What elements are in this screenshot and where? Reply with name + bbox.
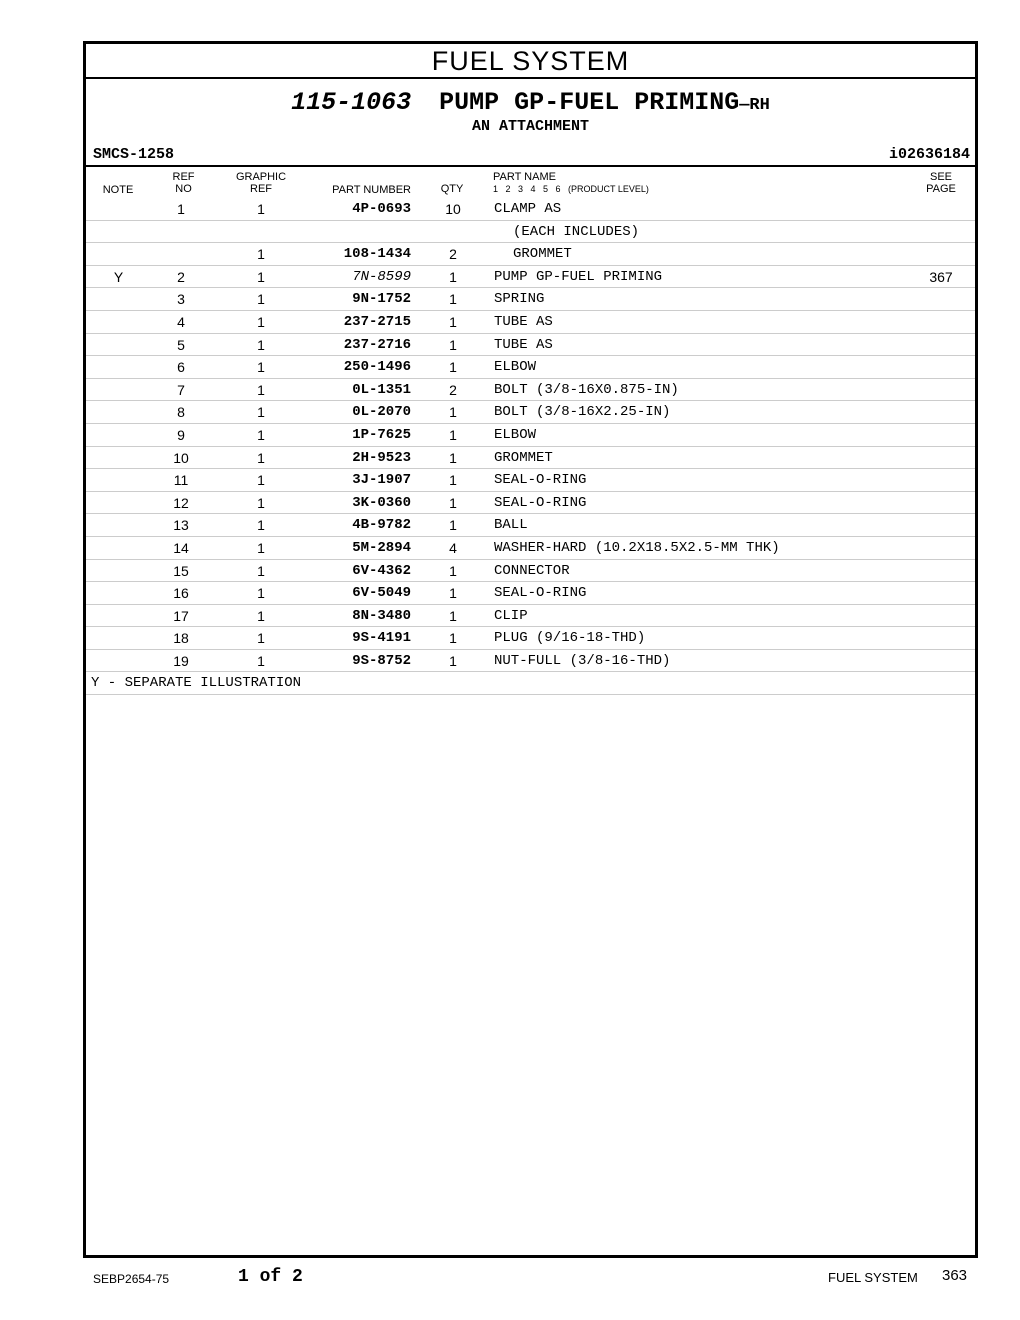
graphic-ref-cell: 1 [257, 449, 265, 466]
ref-no-cell: 2 [177, 268, 185, 285]
graphic-ref-cell: 1 [257, 630, 265, 647]
part-name-cell: NUT-FULL (3/8-16-THD) [494, 652, 671, 669]
ref-no-cell: 16 [173, 585, 189, 602]
part-number-cell: 237-2716 [343, 336, 411, 353]
footnote-row [86, 672, 975, 695]
part-number-cell: 0L-2070 [352, 404, 411, 421]
ref-no-cell: 14 [173, 539, 189, 556]
table-row [86, 243, 975, 266]
ref-no-cell: 17 [173, 607, 189, 624]
qty-cell: 1 [449, 336, 457, 353]
part-name-cell: CLAMP AS [494, 201, 562, 217]
group-name: PUMP GP-FUEL PRIMING [439, 88, 740, 117]
graphic-ref-cell: 1 [257, 517, 265, 534]
part-name-cell: SPRING [494, 291, 545, 308]
table-row [86, 627, 975, 650]
part-number-cell: 4P-0693 [352, 201, 411, 217]
part-number-cell: 8N-3480 [352, 607, 411, 624]
qty-cell: 2 [449, 246, 457, 263]
group-subtitle: AN ATTACHMENT [471, 118, 590, 135]
part-number-cell: 6V-4362 [352, 562, 411, 579]
note-cell: Y [113, 268, 124, 285]
table-row [86, 379, 975, 402]
part-number-cell: 237-2715 [343, 313, 411, 330]
part-number-cell: 3K-0360 [352, 494, 411, 511]
ref-no-cell: 10 [173, 449, 189, 466]
qty-cell: 1 [449, 630, 457, 647]
qty-cell: 1 [449, 652, 457, 669]
part-number-cell: 5M-2894 [352, 539, 411, 556]
graphic-ref-cell: 1 [257, 313, 265, 330]
ref-no-cell: 9 [177, 426, 185, 443]
ref-no-cell: 12 [173, 494, 189, 511]
table-row [86, 401, 975, 424]
table-row [86, 605, 975, 628]
qty-cell: 4 [449, 539, 457, 556]
part-number-cell: 1P-7625 [352, 426, 411, 443]
table-row [86, 198, 975, 221]
ref-no-cell: 8 [177, 404, 185, 421]
part-name-cell: BOLT (3/8-16X2.25-IN) [494, 404, 671, 421]
qty-cell: 10 [445, 201, 461, 217]
qty-cell: 1 [449, 585, 457, 602]
part-name-cell: SEAL-O-RING [494, 494, 587, 511]
part-name-cell: TUBE AS [494, 336, 553, 353]
part-number-cell: 108-1434 [343, 246, 411, 263]
ref-no-cell: 11 [173, 472, 189, 489]
part-name-cell: GROMMET [513, 246, 572, 263]
part-name-cell: SEAL-O-RING [494, 585, 587, 602]
graphic-ref-cell: 1 [257, 268, 265, 285]
part-number-cell: 2H-9523 [352, 449, 411, 466]
qty-cell: 1 [449, 313, 457, 330]
part-name-cell: SEAL-O-RING [494, 472, 587, 489]
col-graphic-bottom: REF [250, 183, 272, 195]
part-number-cell: 250-1496 [343, 359, 411, 376]
ref-no-cell: 5 [177, 336, 185, 353]
part-number-cell: 6V-5049 [352, 585, 411, 602]
ref-no-cell: 13 [173, 517, 189, 534]
footer-page-number: 363 [942, 1267, 968, 1284]
graphic-ref-cell: 1 [257, 201, 265, 217]
graphic-ref-cell: 1 [257, 539, 265, 556]
footer-doc-id: SEBP2654-75 [93, 1272, 170, 1286]
part-name-cell: GROMMET [494, 449, 553, 466]
table-row [86, 650, 975, 673]
table-row [86, 288, 975, 311]
footnote: Y - SEPARATE ILLUSTRATION [91, 675, 302, 692]
part-name-cell: PUMP GP-FUEL PRIMING [494, 268, 663, 285]
graphic-ref-cell: 1 [257, 381, 265, 398]
table-row [86, 266, 975, 289]
table-row [86, 221, 975, 244]
part-name-cell: CLIP [494, 607, 528, 624]
table-row [86, 447, 975, 470]
section-title: FUEL SYSTEM [86, 44, 975, 79]
parts-table [86, 198, 975, 695]
col-see-top: SEE [929, 171, 952, 183]
part-name-cell: PLUG (9/16-18-THD) [494, 630, 646, 647]
graphic-ref-cell: 1 [257, 426, 265, 443]
ref-no-cell: 6 [177, 359, 185, 376]
graphic-ref-cell: 1 [257, 585, 265, 602]
graphic-ref-cell: 1 [257, 359, 265, 376]
qty-cell: 1 [449, 607, 457, 624]
ref-no-cell: 4 [177, 313, 185, 330]
illustration-id: i02636184 [888, 146, 970, 163]
part-name-cell: ELBOW [494, 359, 537, 376]
qty-cell: 1 [449, 517, 457, 534]
table-row [86, 514, 975, 537]
part-number-cell: 9S-4191 [352, 630, 411, 647]
table-row [86, 492, 975, 515]
col-note: NOTE [102, 184, 134, 196]
part-number-cell: 0L-1351 [352, 381, 411, 398]
graphic-ref-cell: 1 [257, 246, 265, 263]
graphic-ref-cell: 1 [257, 404, 265, 421]
col-qty: QTY [440, 183, 464, 195]
qty-cell: 1 [449, 472, 457, 489]
smcs-code: SMCS-1258 [93, 146, 175, 163]
graphic-ref-cell: 1 [257, 607, 265, 624]
part-number-cell: 9S-8752 [352, 652, 411, 669]
qty-cell: 1 [449, 359, 457, 376]
col-product-levels: 1 2 3 4 5 6 (PRODUCT LEVEL) [493, 184, 649, 194]
footer-page-of: 1 of 2 [238, 1267, 303, 1287]
graphic-ref-cell: 1 [257, 291, 265, 308]
col-graphic-top: GRAPHIC [235, 171, 287, 183]
col-see-bottom: PAGE [926, 183, 956, 195]
ref-no-cell: 1 [177, 201, 185, 217]
part-name-cell: BOLT (3/8-16X0.875-IN) [494, 381, 679, 398]
part-name-cell: (EACH INCLUDES) [513, 223, 640, 240]
ref-no-cell: 15 [173, 562, 189, 579]
col-ref-top: REF [172, 171, 195, 183]
footer-section: FUEL SYSTEM [828, 1270, 918, 1285]
table-row [86, 560, 975, 583]
page-frame [83, 41, 978, 1258]
part-name-cell: TUBE AS [494, 313, 553, 330]
col-part-name: PART NAME [493, 171, 556, 183]
table-row [86, 311, 975, 334]
ref-no-cell: 3 [177, 291, 185, 308]
graphic-ref-cell: 1 [257, 652, 265, 669]
group-suffix: —RH [739, 96, 770, 115]
part-number-cell: 3J-1907 [352, 472, 411, 489]
group-number: 115-1063 [291, 88, 412, 117]
ref-no-cell: 7 [177, 381, 185, 398]
table-row [86, 537, 975, 560]
table-row [86, 469, 975, 492]
graphic-ref-cell: 1 [257, 472, 265, 489]
qty-cell: 1 [449, 562, 457, 579]
col-part-number: PART NUMBER [332, 184, 411, 196]
part-name-cell: CONNECTOR [494, 562, 570, 579]
qty-cell: 1 [449, 268, 457, 285]
see-page-cell: 367 [929, 268, 953, 285]
part-number-cell: 4B-9782 [352, 517, 411, 534]
part-number-cell: 7N-8599 [352, 268, 411, 285]
col-ref-bottom: NO [175, 183, 192, 195]
part-name-cell: ELBOW [494, 426, 537, 443]
table-row [86, 424, 975, 447]
qty-cell: 1 [449, 404, 457, 421]
qty-cell: 1 [449, 494, 457, 511]
part-name-cell: BALL [494, 517, 528, 534]
part-number-cell: 9N-1752 [352, 291, 411, 308]
graphic-ref-cell: 1 [257, 494, 265, 511]
table-row [86, 582, 975, 605]
header-divider [86, 165, 975, 167]
group-title [86, 88, 975, 117]
ref-no-cell: 18 [173, 630, 189, 647]
table-row [86, 356, 975, 379]
qty-cell: 1 [449, 291, 457, 308]
part-name-cell: WASHER-HARD (10.2X18.5X2.5-MM THK) [494, 539, 780, 556]
qty-cell: 1 [449, 449, 457, 466]
graphic-ref-cell: 1 [257, 336, 265, 353]
qty-cell: 2 [449, 381, 457, 398]
qty-cell: 1 [449, 426, 457, 443]
graphic-ref-cell: 1 [257, 562, 265, 579]
ref-no-cell: 19 [173, 652, 189, 669]
table-row [86, 334, 975, 357]
